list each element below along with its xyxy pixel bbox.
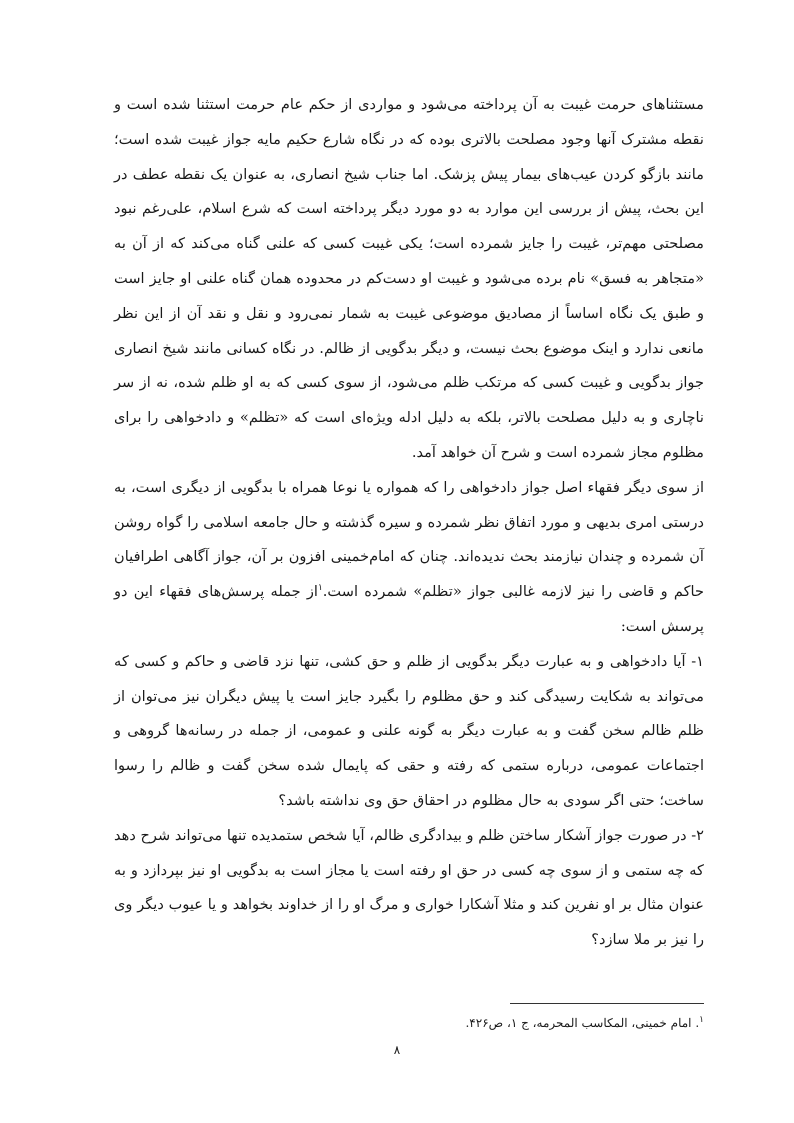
paragraph-3-text: از جمله پرسش‌های فقهاء این دو پرسش است:	[114, 583, 704, 635]
footnote-text: امام خمینی، المکاسب المحرمه، ج ۱، ص۴۲۶.	[465, 1016, 692, 1030]
footnote-reference[interactable]: ۱	[317, 583, 323, 594]
page-number: ۸	[393, 1043, 401, 1057]
paragraph-2	[114, 471, 704, 645]
paragraph-5: ۲- در صورت جواز آشکار ساختن ظلم و بیدادگری ظالم، آیا شخص ستمدیده تنها می‌تواند شرح دهد که چه ستمی و از سوی چه کسی در حق او رفته است یا مجاز است به بدگویی او نیز بپردازد و به عنوان مثال بر او نفرین کند و مثلا آشکارا خواری و مرگ او را از خداوند بخواهد و یا عیوب دیگر وی را نیز بر ملا سازد؟	[114, 826, 704, 949]
main-body-text	[114, 88, 704, 958]
paragraph-1: مستثناهای حرمت غیبت به آن پرداخته می‌شود و مواردی از حکم عام حرمت استثنا شده است و نقطه مشترک آنها وجود مصلحت بالاتری بوده که در نگاه شارع حکیم مایه جواز غیبت شده است؛ مانند بازگو کردن عیب‌های بیمار پیش پزشک. اما جناب شیخ انصاری، به عنوان یک نقطه عطف در این بحث، پیش از بررسی این موارد به دو مورد دیگر پرداخته است که شرع اسلام، علی‌رغم نبود مصلحتی مهم‌تر، غیبت را جایز شمرده است؛ یکی غیبت کسی که علنی گناه می‌کند که از آن به «متجاهر به فسق» نام برده می‌شود و غیبت او دست‌کم در محدوده همان گناه علنی او جایز است و طبق یک نگاه اساساً از مصادیق موضوعی غیبت به شمار نمی‌رود و نقل و نقد آن از این نظر مانعی ندارد و اینک موضوع بحث نیست، و دیگر بدگویی از ظالم. در نگاه کسانی مانند شیخ انصاری جواز بدگویی و غیبت کسی که مرتکب ظلم می‌شود، از سوی کسی که به او ظلم شده، نه از سر ناچاری و به دلیل مصلحت بالاتر، بلکه به دلیل ادله ویژه‌ای است که «تظلم» و دادخواهی را برای مظلوم مجاز شمرده است و شرح آن خواهد آمد.	[114, 96, 704, 461]
footnote-divider	[510, 1003, 704, 1004]
footnote-marker: ۱	[699, 1015, 704, 1025]
footnote: $^۱$. امام خمینی، المکاسب المحرمه، ج ۱، ص۴۲۶.	[465, 1015, 704, 1030]
paragraph-4: ۱- آیا دادخواهی و به عبارت دیگر بدگویی از ظلم و حق کشی، تنها نزد قاضی و حاکم و کسی که می‌تواند به شکایت رسیدگی کند و حق مظلوم را بگیرد جایز است یا پیش دیگران نیز می‌توان از ظلم ظالم سخن گفت و به عبارت دیگر به گونه علنی و عمومی، از جمله در رسانه‌ها گروهی و اجتماعات عمومی، درباره ستمی که رفته و حقی که پایمال شده سخن گفت و ظالم را رسوا ساخت؛ حتی اگر سودی به حال مظلوم در احقاق حق وی نداشته باشد؟	[114, 652, 704, 809]
paragraph-2-text: از سوی دیگر فقهاء اصل جواز دادخواهی را که همواره یا نوعا همراه با بدگویی از دیگری است، به درستی امری بدیهی و مورد اتفاق نظر شمرده و سیره گذشته و حال جامعه اسلامی را گواه روشن آن شمرده و چندان نیازمند بحث ندیده‌اند. چنان که امام‌خمینی افزون بر آن، جواز آگاهی اطرافیان حاکم و قاضی را نیز لازمه غالبی جواز «تظلم» شمرده است.	[114, 478, 704, 601]
